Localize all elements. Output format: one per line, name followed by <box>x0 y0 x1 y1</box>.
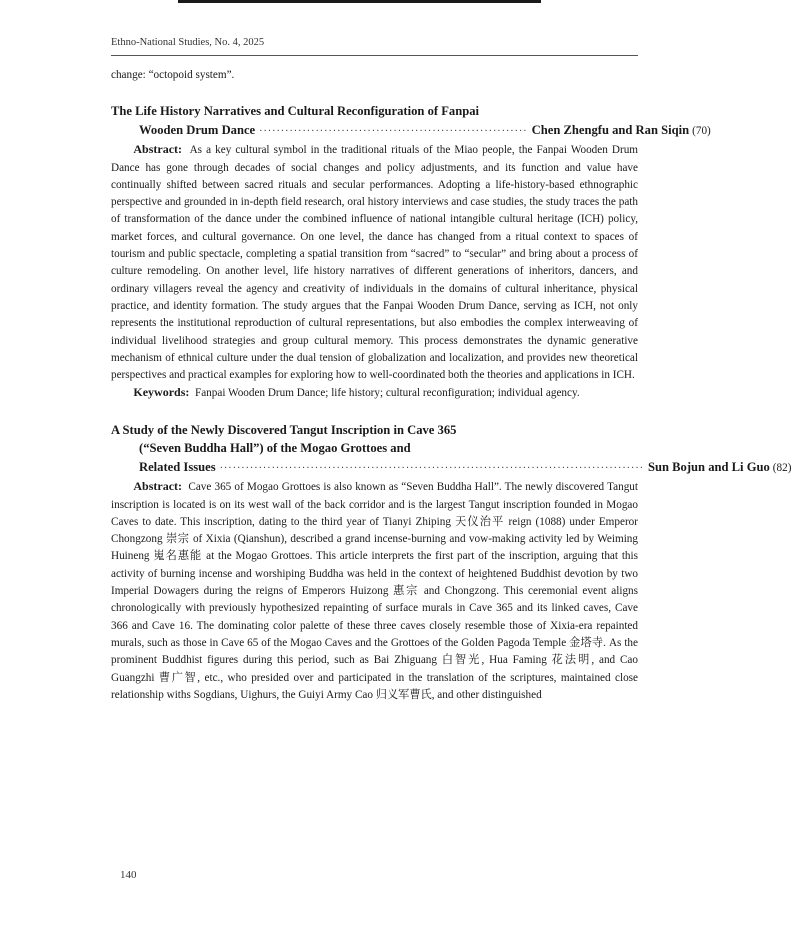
page-number: 140 <box>120 869 137 881</box>
page-body <box>111 67 791 704</box>
article-title-toc-line <box>139 458 791 479</box>
header-rule <box>111 55 638 56</box>
abstract-text: As a key cultural symbol in the traditional rituals of the Miao people, the Fanpai Wooden Drum Dance has gone through decades of social changes and policy adjustments, and its function and value have continually shifted between sacred rituals and secular performances. Adopting a life-history-based ethnographic perspective and grounded in in-depth field research, oral history interviews and case studies, the study traces the path of transformation of the dance under the combined influence of national intangible cultural heritage (ICH) policy, market forces, and cultural governance. On one level, the dance has changed from a ritual context to spaces of tourism and public spectacle, completing a spatial transition from “sacred” to “secular” and bring about a process of culture remodeling. On another level, life history narratives of different generations of inheritors, dancers, and ordinary villagers reveal the agency and creativity of individuals in the domains of cultural inheritance, physical practice, and identity formation. The study argues that the Fanpai Wooden Drum Dance, serving as ICH, not only represents the institutional reproduction of cultural representations, but also embodies the complex interweaving of individual livelihood strategies and group cultural memory. This process demonstrates the dynamic generative mechanism of ethnical culture under the dual tension of globalization and localization, and provides new theoretical perspectives and practical examples for exploring how to well-coordinated both the theories and applications in ICH. <box>111 144 639 382</box>
carryover-text: change: “octopoid system”. <box>111 69 235 81</box>
dot-leader: ······························································ <box>259 125 528 137</box>
article-title-line: The Life History Narratives and Cultural Reconfiguration of Fanpai <box>111 104 480 119</box>
abstract-text: Cave 365 of Mogao Grottoes is also known as “Seven Buddha Hall”. The newly discovered Tangut inscription is located is on its west wall of the back corridor and is the largest Tangut inscription founded in Mogao Caves to date. This inscription, dating to the third year of Tianyi Zhiping 天仪治平 reign (1088) under Emperor Chongzong 崇宗 of Xixia (Qianshun), described a grand incense-burning and vow-making activity led by Weiming Huineng 嵬名惠能 at the Mogao Grottoes. This article interprets the first part of the inscription, arguing that this activity of burning incense and worshiping Buddha was held in the context of heightened Buddhist devotion by two Imperial Dowagers during the reigns of Emperors Huizong 惠宗 and Chongzong. This ceremonial event aligns chronologically with previously hypothesized repainting of surface murals in Cave 365 and its linked caves, Cave 366 and Cave 16. The dominating color palette of these three caves closely resemble those of Xixia-era repainted murals, such as those in Cave 65 of the Mogao Caves and the Grottoes of the Golden Pagoda Temple 金塔寺. As the prominent Buddhist figures during this period, such as Bai Zhiguang 白智光, Hua Faming 花法明, and Cao Guangzhi 曹广智, etc., who presided over and participated in the translation of the scriptures, maintained close relationship withs Sogdians, Uighurs, the Guiyi Army Cao 归义军曹氏, and other distinguished <box>111 481 639 701</box>
article-entry-1 <box>111 102 711 402</box>
article-title-line: Wooden Drum Dance <box>139 122 256 137</box>
article-page-ref: (82) <box>772 461 791 474</box>
article-authors: Chen Zhengfu and Ran Siqin <box>531 122 690 137</box>
article-title-toc-line <box>139 121 711 142</box>
keywords-paragraph <box>111 384 638 402</box>
top-border-rule <box>178 0 541 3</box>
article-authors: Sun Bojun and Li Guo <box>647 459 770 474</box>
running-header: Ethno-National Studies, No. 4, 2025 <box>111 37 265 48</box>
keywords-text: Fanpai Wooden Drum Dance; life history; cultural reconfiguration; individual agency. <box>194 387 580 400</box>
abstract-label: Abstract: <box>133 142 183 157</box>
abstract-label: Abstract: <box>133 479 183 494</box>
article-title-line: A Study of the Newly Discovered Tangut Inscription in Cave 365 <box>111 422 457 437</box>
abstract-paragraph <box>111 141 638 384</box>
article-entry-2 <box>111 421 791 704</box>
dot-leader: ·································································································· <box>219 462 644 474</box>
abstract-paragraph <box>111 478 638 704</box>
article-page-ref: (70) <box>692 124 711 137</box>
article-title-line: (“Seven Buddha Hall”) of the Mogao Grottoes and <box>139 441 411 456</box>
keywords-label: Keywords: <box>133 385 190 400</box>
article-title-line: Related Issues <box>139 459 216 474</box>
